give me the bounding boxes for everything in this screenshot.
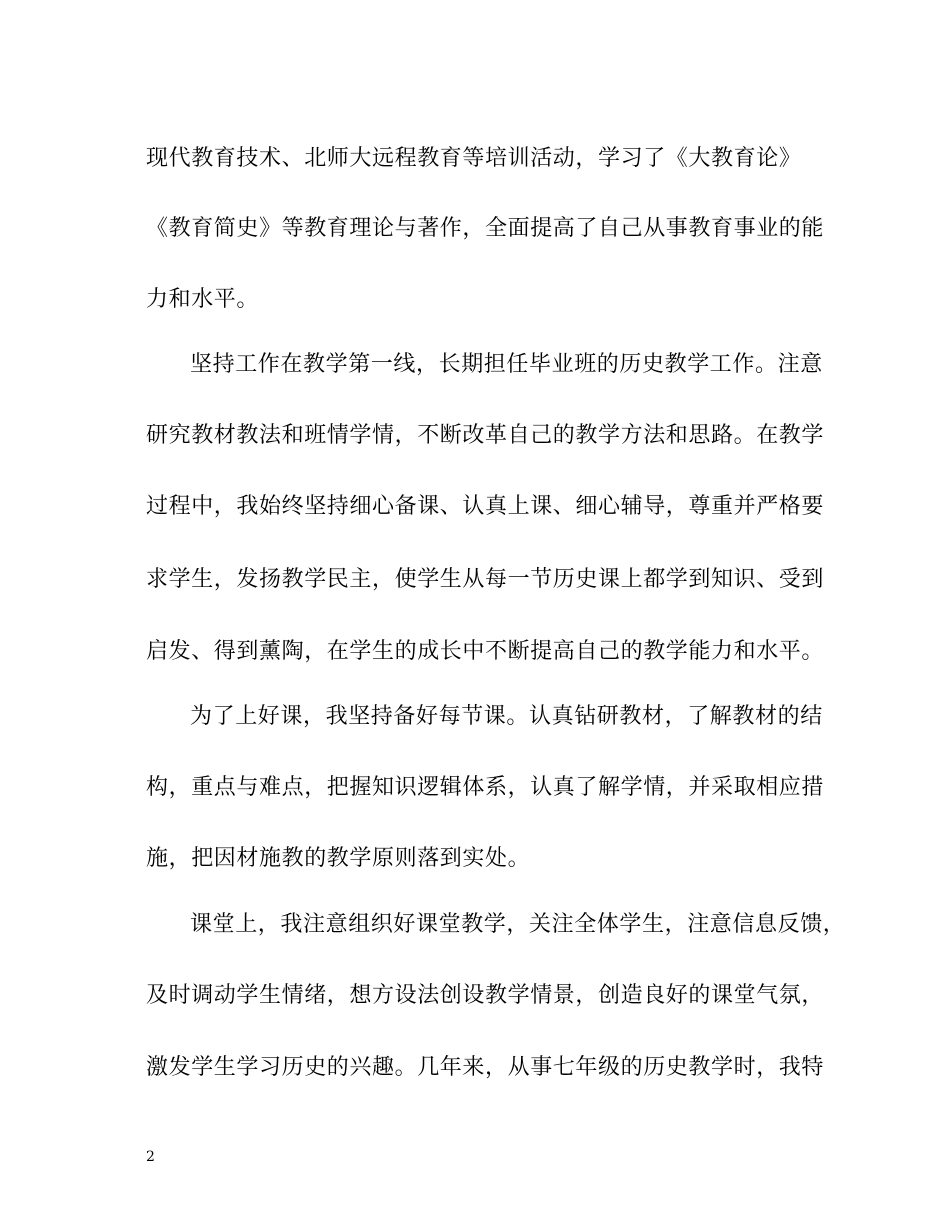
text-line-12: 课堂上，我注意组织好课堂教学，关注全体学生，注意信息反馈， xyxy=(190,912,846,937)
text-line-7: 求学生，发扬教学民主，使学生从每一节历史课上都学到知识、受到 xyxy=(146,567,825,592)
text-line-13: 及时调动学生情绪，想方设法创设教学情景，创造良好的课堂气氛， xyxy=(146,983,825,1008)
text-line-9: 为了上好课，我坚持备好每节课。认真钻研教材，了解教材的结 xyxy=(190,704,823,729)
text-line-5: 研究教材教法和班情学情，不断改革自己的教学方法和思路。在教学 xyxy=(146,423,825,448)
text-line-2: 《教育简史》等教育理论与著作，全面提高了自己从事教育事业的能 xyxy=(146,216,825,241)
text-line-3: 力和水平。 xyxy=(146,287,260,312)
text-line-14: 激发学生学习历史的兴趣。几年来，从事七年级的历史教学时，我特 xyxy=(146,1055,825,1080)
page-number: 2 xyxy=(146,1149,155,1165)
text-line-4: 坚持工作在教学第一线，长期担任毕业班的历史教学工作。注意 xyxy=(190,352,823,377)
text-line-11: 施，把因材施教的教学原则落到实处。 xyxy=(146,846,531,871)
text-line-10: 构，重点与难点，把握知识逻辑体系，认真了解学情，并采取相应措 xyxy=(146,775,825,800)
text-line-1: 现代教育技术、北师大远程教育等培训活动，学习了《大教育论》 xyxy=(146,146,802,171)
text-line-8: 启发、得到薰陶，在学生的成长中不断提高自己的教学能力和水平。 xyxy=(146,639,825,664)
text-line-6: 过程中，我始终坚持细心备课、认真上课、细心辅导，尊重并严格要 xyxy=(146,494,825,519)
